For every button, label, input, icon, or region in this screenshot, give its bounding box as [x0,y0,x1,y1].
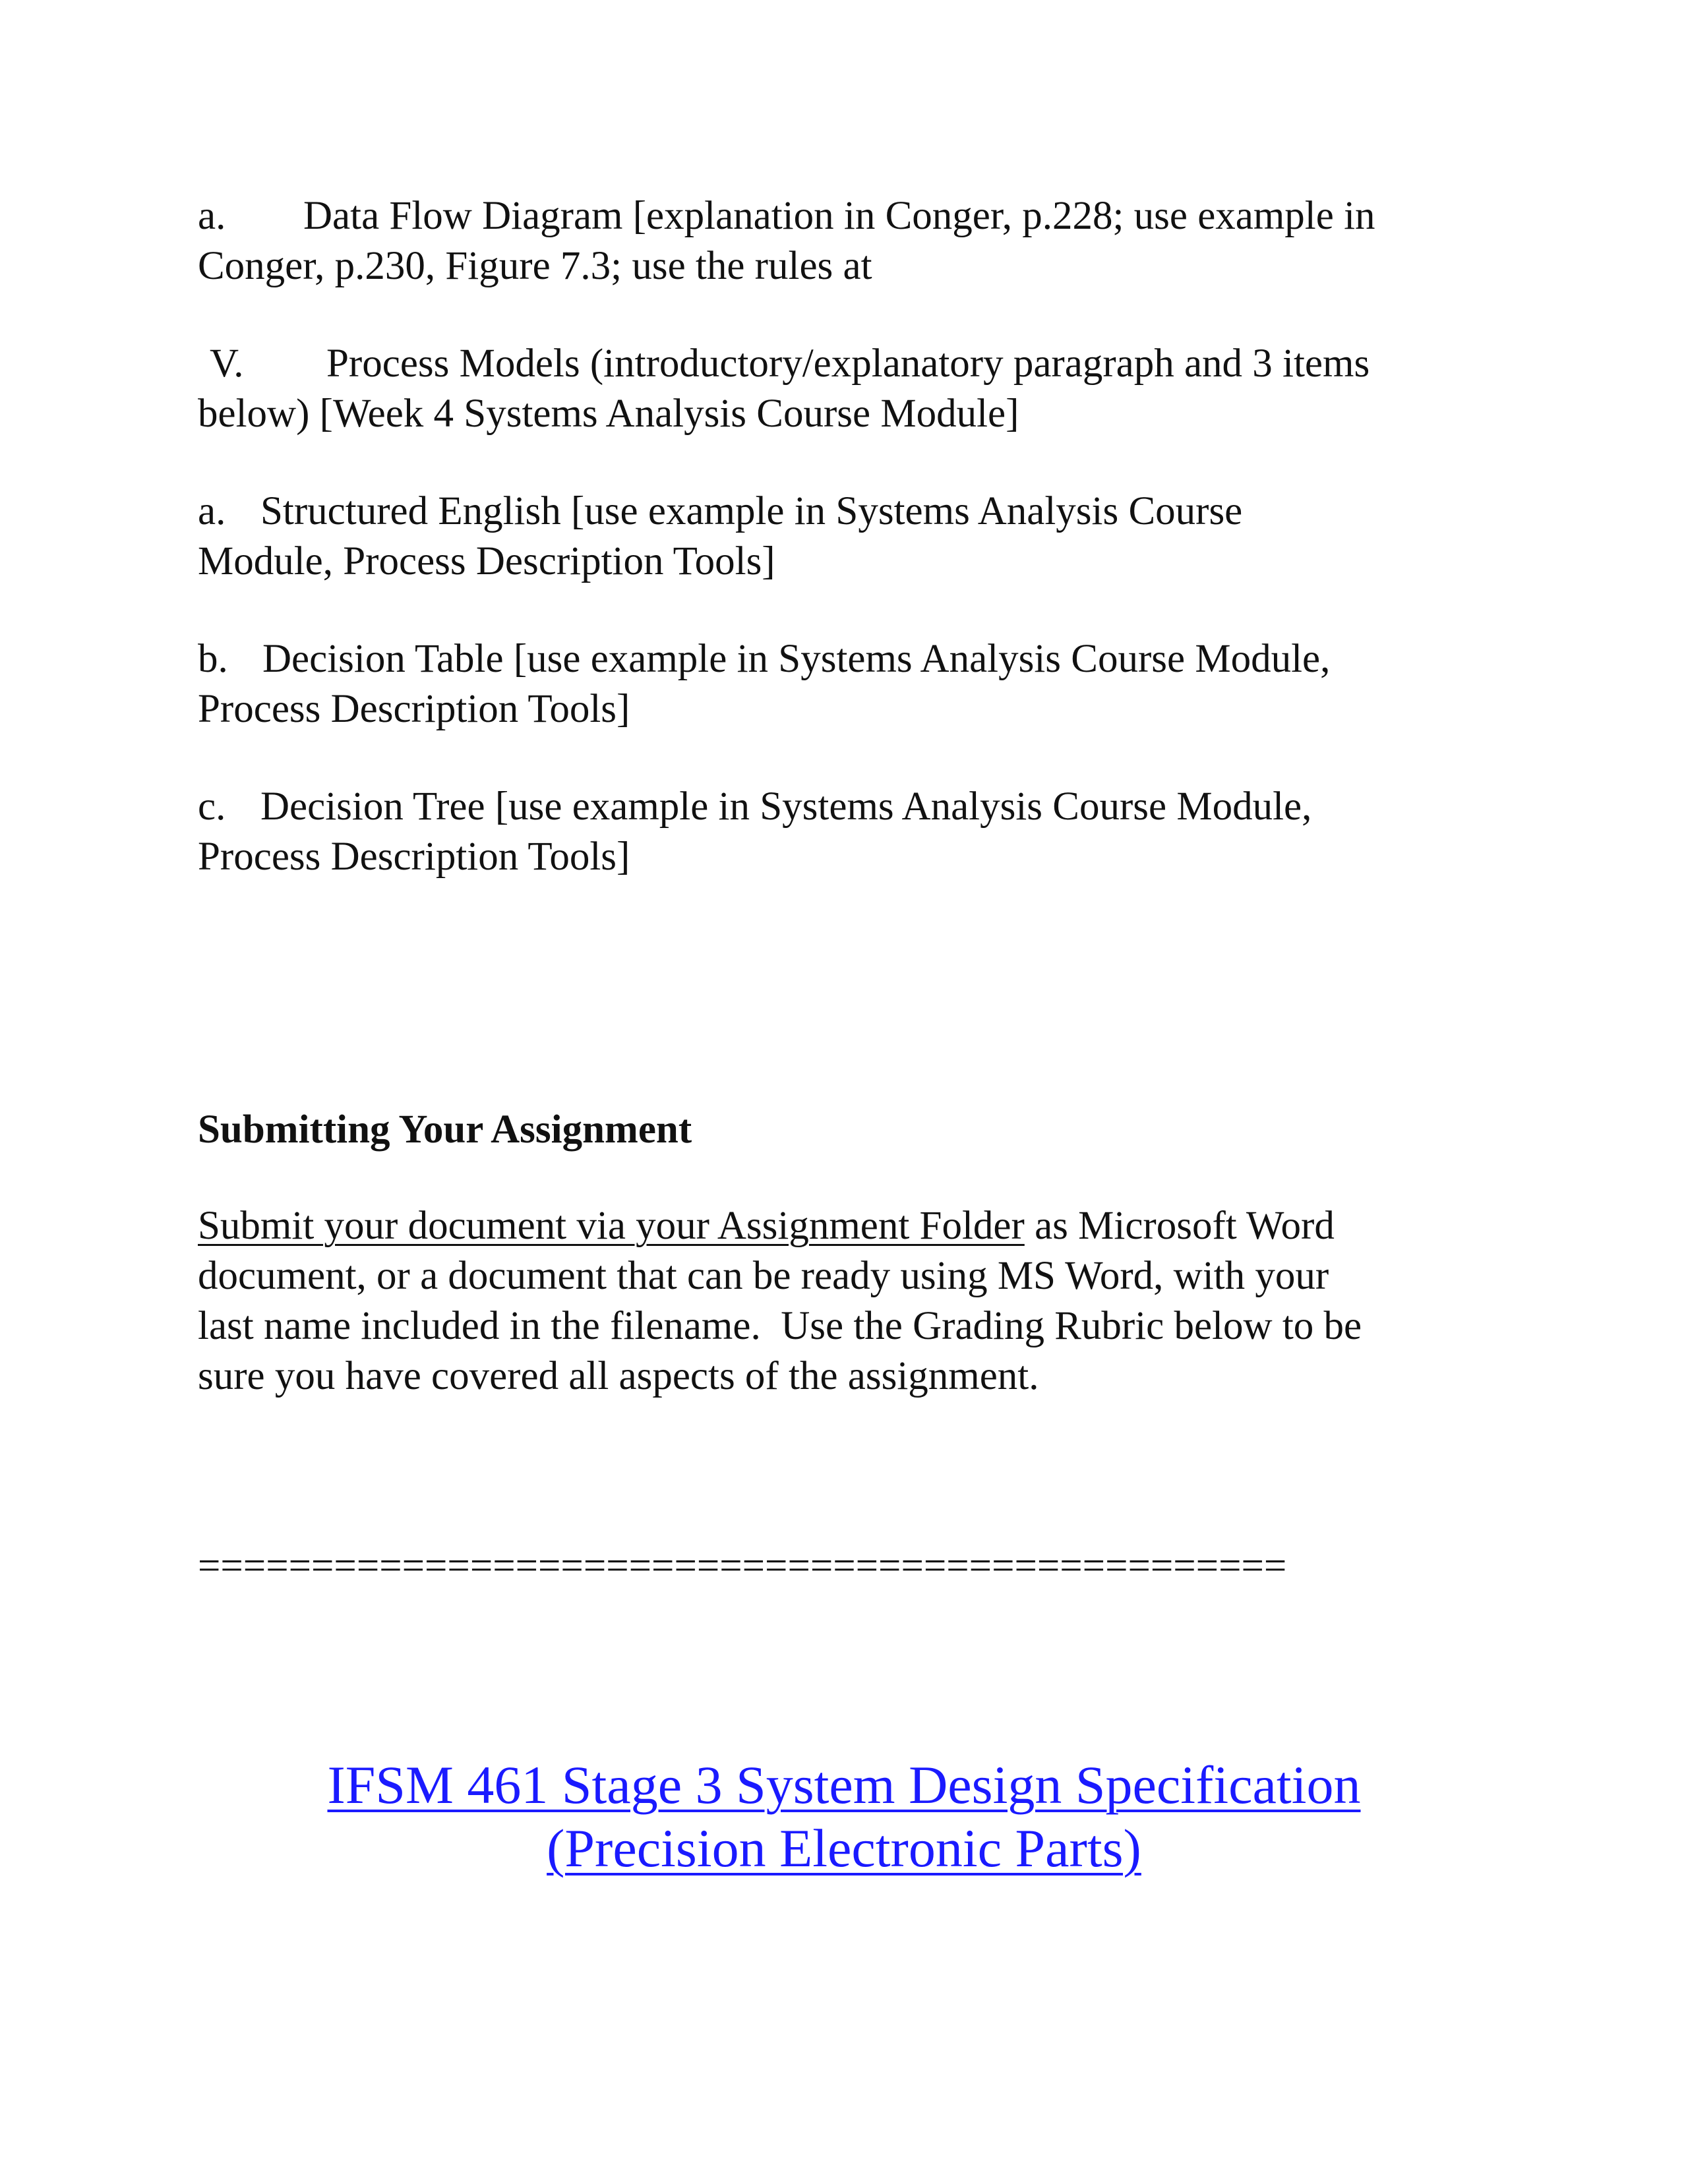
item-marker: c. [198,784,226,829]
item-marker: a. [198,194,226,238]
item-text-line: Data Flow Diagram [explanation in Conger, p.228; use example in [303,194,1375,238]
footer-link-block [0,1754,1688,1880]
item-text-line: Process Models (introductory/explanatory paragraph and 3 items [326,341,1370,386]
document-page [198,191,1517,1591]
item-b-decision-table [198,634,1517,734]
item-marker: a. [198,489,226,533]
stage-3-specification-link-line2[interactable]: (Precision Electronic Parts) [547,1818,1141,1878]
paragraph-text: as Microsoft Word [1024,1204,1335,1248]
submitting-paragraph [198,1201,1517,1402]
item-text-line: Module, Process Description Tools] [198,539,775,583]
item-a-structured-english [198,487,1517,587]
item-text-line: Structured English [use example in Systems Analysis Course [260,489,1243,533]
divider-line: ================================================ [198,1544,1287,1588]
item-marker: V. [210,341,244,386]
paragraph-text: document, or a document that can be ready using MS Word, with your [198,1254,1329,1298]
item-a-data-flow-diagram [198,191,1517,291]
assignment-folder-link[interactable]: Submit your document via your Assignment Folder [198,1204,1025,1248]
item-c-decision-tree [198,782,1517,882]
paragraph-text: sure you have covered all aspects of the assignment. [198,1354,1039,1398]
paragraph-text: last name included in the filename. Use the Grading Rubric below to be [198,1304,1362,1348]
item-text-line: below) [Week 4 Systems Analysis Course Module] [198,392,1019,436]
item-text-line: Decision Table [use example in Systems Analysis Course Module, [262,637,1331,681]
item-text-line: Conger, p.230, Figure 7.3; use the rules at [198,244,872,288]
section-v-process-models [198,339,1517,439]
item-marker: b. [198,637,228,681]
item-text-line: Decision Tree [use example in Systems Analysis Course Module, [260,784,1312,829]
item-text-line: Process Description Tools] [198,835,630,879]
submitting-heading: Submitting Your Assignment [198,1107,692,1152]
item-text-line: Process Description Tools] [198,687,630,731]
stage-3-specification-link-line1[interactable]: IFSM 461 Stage 3 System Design Specification [327,1755,1361,1815]
